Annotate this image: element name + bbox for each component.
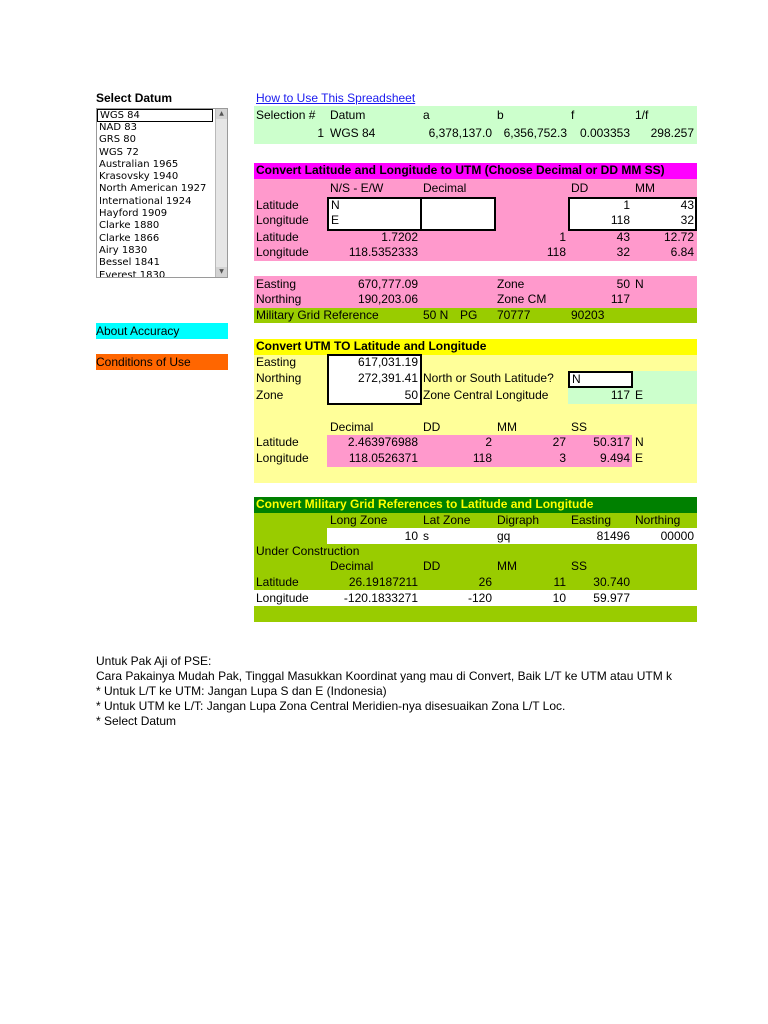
longitude-mm-input[interactable]: 32: [680, 213, 694, 227]
scroll-up-icon[interactable]: ▲: [216, 109, 227, 119]
datum-option[interactable]: North American 1927: [99, 183, 207, 195]
zcl-value: 117: [610, 388, 630, 402]
long-zone-input[interactable]: 10: [404, 529, 418, 543]
b-header: b: [497, 108, 504, 122]
datum-option[interactable]: WGS 72: [99, 146, 139, 158]
inv-f-value: 298.257: [650, 126, 694, 140]
mgr-easting-header: Easting: [571, 513, 612, 527]
datum-option[interactable]: NAD 83: [99, 122, 137, 133]
mgr-latitude-decimal: 26.19187211: [348, 575, 418, 589]
a-header: a: [423, 108, 430, 122]
ns-question-label: North or South Latitude?: [423, 371, 554, 385]
f-header: f: [571, 108, 575, 122]
zone-cm-label: Zone CM: [497, 292, 547, 306]
result-latitude-dd: 2: [485, 435, 492, 449]
mgr-longitude-decimal: -120.1833271: [343, 591, 418, 605]
how-to-use-link[interactable]: How to Use This Spreadsheet: [256, 91, 416, 105]
datum-option[interactable]: Airy 1830: [99, 244, 148, 256]
result-longitude-mm: 3: [559, 451, 566, 465]
a-value: 6,378,137.0: [428, 126, 492, 140]
lat-zone-input[interactable]: s: [423, 529, 429, 543]
latitude-mm-input[interactable]: 43: [680, 198, 694, 212]
datum-option[interactable]: Hayford 1909: [99, 208, 168, 220]
result-latitude-label: Latitude: [256, 435, 299, 449]
mm-header: MM: [635, 181, 655, 195]
mgr-longitude-ss: 59.977: [593, 591, 630, 605]
note-line: * Untuk UTM ke L/T: Jangan Lupa Zona Central Meridien-nya disesuaikan Zona L/T Loc.: [96, 699, 566, 713]
zone-letter: N: [635, 277, 644, 291]
mgr-digraph: PG: [460, 308, 478, 322]
result-latitude-dir: N: [635, 435, 644, 449]
datum-option[interactable]: Everest 1830: [99, 269, 166, 278]
f-value: 0.003353: [579, 126, 630, 140]
computed-longitude-label: Longitude: [256, 245, 309, 259]
conditions-of-use-button[interactable]: Conditions of Use: [96, 354, 228, 370]
note-line: Cara Pakainya Mudah Pak, Tinggal Masukkan Koordinat yang mau di Convert, Baik L/T ke UTM atau UTM k: [96, 669, 673, 683]
mgr-easting: 70777: [497, 308, 531, 322]
easting-label: Easting: [256, 277, 297, 291]
selection-header: Selection #: [256, 108, 316, 122]
selection-number[interactable]: 1: [317, 126, 324, 140]
latitude-label: Latitude: [256, 198, 299, 212]
mgr-ss-header: SS: [571, 559, 588, 573]
utm-dd-header: DD: [423, 420, 441, 434]
result-latitude-decimal: 2.463976988: [347, 435, 418, 449]
latlon-to-utm-title: Convert Latitude and Longitude to UTM (Choose Decimal or DD MM SS): [256, 163, 665, 177]
mgr-latitude-ss: 30.740: [593, 575, 630, 589]
utm-ss-header: SS: [571, 420, 588, 434]
mgr-dd-header: DD: [423, 559, 441, 573]
latitude-dd-input[interactable]: 1: [623, 198, 630, 212]
latitude-direction-input[interactable]: N: [331, 198, 340, 212]
utm-easting-input[interactable]: 617,031.19: [357, 355, 418, 369]
mgr-latitude-dd: 26: [478, 575, 492, 589]
long-zone-header: Long Zone: [330, 513, 388, 527]
ns-ew-header: N/S - E/W: [330, 181, 384, 195]
b-value: 6,356,752.3: [503, 126, 567, 140]
direction-input-box: [327, 197, 422, 231]
datum-option[interactable]: Australian 1965: [99, 158, 179, 170]
northing-label: Northing: [256, 292, 302, 306]
datum-option[interactable]: Bessel 1841: [99, 257, 160, 269]
latitude-decimal-input[interactable]: [424, 198, 492, 213]
zone-cm-value: 117: [610, 292, 630, 306]
result-longitude-label: Longitude: [256, 451, 309, 465]
decimal-header: Decimal: [423, 181, 467, 195]
computed-longitude-mm: 32: [616, 245, 630, 259]
utm-to-latlon-title: Convert UTM TO Latitude and Longitude: [256, 339, 487, 353]
mgr-latitude-label: Latitude: [256, 575, 299, 589]
mgr-northing-header: Northing: [635, 513, 681, 527]
select-datum-title: Select Datum: [96, 91, 173, 105]
mgr-to-latlon-title: Convert Military Grid References to Latitude and Longitude: [256, 497, 594, 511]
computed-latitude-dd: 1: [559, 230, 566, 244]
lat-zone-header: Lat Zone: [423, 513, 471, 527]
datum-option[interactable]: International 1924: [99, 195, 192, 207]
datum-option[interactable]: Krasovsky 1940: [99, 171, 179, 183]
note-line: Untuk Pak Aji of PSE:: [96, 654, 212, 668]
computed-latitude-decimal: 1.7202: [381, 230, 418, 244]
datum-header: Datum: [330, 108, 366, 122]
computed-longitude-decimal: 118.5352333: [348, 245, 418, 259]
longitude-label: Longitude: [256, 213, 309, 227]
note-line: * Select Datum: [96, 714, 177, 728]
result-longitude-dir: E: [635, 451, 644, 465]
computed-longitude-dd: 118: [546, 245, 566, 259]
inv-f-header: 1/f: [635, 108, 649, 122]
longitude-dd-input[interactable]: 118: [610, 213, 630, 227]
utm-easting-label: Easting: [256, 355, 297, 369]
datum-option[interactable]: Clarke 1866: [99, 232, 160, 244]
result-longitude-dd: 118: [472, 451, 492, 465]
utm-zone-label: Zone: [256, 388, 284, 402]
northing-value: 190,203.06: [357, 292, 418, 306]
datum-option[interactable]: GRS 80: [99, 134, 136, 146]
datum-value: WGS 84: [330, 126, 376, 140]
scroll-down-icon[interactable]: ▼: [216, 267, 227, 277]
computed-latitude-ss: 12.72: [663, 230, 694, 244]
computed-latitude-mm: 43: [616, 230, 630, 244]
mgr-label: Military Grid Reference: [256, 308, 379, 322]
mgr-mm-header: MM: [497, 559, 517, 573]
result-longitude-ss: 9.494: [599, 451, 630, 465]
datum-option[interactable]: WGS 84: [97, 109, 213, 122]
dd-header: DD: [571, 181, 589, 195]
digraph-header: Digraph: [497, 513, 540, 527]
mgr-longitude-mm: 10: [552, 591, 566, 605]
mgr-easting-input[interactable]: 81496: [596, 529, 630, 543]
listbox-scrollbar[interactable]: [215, 109, 227, 277]
note-line: * Untuk L/T ke UTM: Jangan Lupa S dan E (Indonesia): [96, 684, 387, 698]
utm-northing-input[interactable]: 272,391.41: [357, 371, 418, 385]
mgr-decimal-header: Decimal: [330, 559, 374, 573]
utm-northing-label: Northing: [256, 371, 302, 385]
datum-listbox[interactable]: [96, 108, 228, 278]
computed-latitude-label: Latitude: [256, 230, 299, 244]
zone-value: 50: [616, 277, 630, 291]
longitude-decimal-input[interactable]: [424, 213, 492, 228]
result-latitude-ss: 50.317: [593, 435, 630, 449]
mgr-northing-input[interactable]: 00000: [660, 529, 694, 543]
computed-longitude-ss: 6.84: [670, 245, 694, 259]
datum-option[interactable]: Clarke 1880: [99, 220, 160, 232]
zcl-direction: E: [635, 388, 644, 402]
easting-value: 670,777.09: [357, 277, 418, 291]
ns-input[interactable]: N: [572, 372, 581, 386]
utm-decimal-header: Decimal: [330, 420, 374, 434]
zone-label: Zone: [497, 277, 525, 291]
utm-result-block: [254, 276, 697, 308]
mgr-northing: 90203: [571, 308, 605, 322]
result-longitude-decimal: 118.0526371: [348, 451, 418, 465]
utm-mm-header: MM: [497, 420, 517, 434]
result-latitude-mm: 27: [552, 435, 566, 449]
mgr-zone: 50 N: [423, 308, 449, 322]
mgr-latitude-mm: 11: [553, 575, 566, 589]
about-accuracy-button[interactable]: About Accuracy: [96, 323, 228, 339]
utm-zone-input[interactable]: 50: [404, 388, 418, 402]
mgr-longitude-label: Longitude: [256, 591, 309, 605]
mgr-longitude-dd: -120: [467, 591, 492, 605]
zcl-label: Zone Central Longitude: [423, 388, 549, 402]
longitude-direction-input[interactable]: E: [331, 213, 340, 227]
digraph-input[interactable]: gq: [497, 529, 511, 543]
under-construction-label: Under Construction: [256, 544, 360, 558]
